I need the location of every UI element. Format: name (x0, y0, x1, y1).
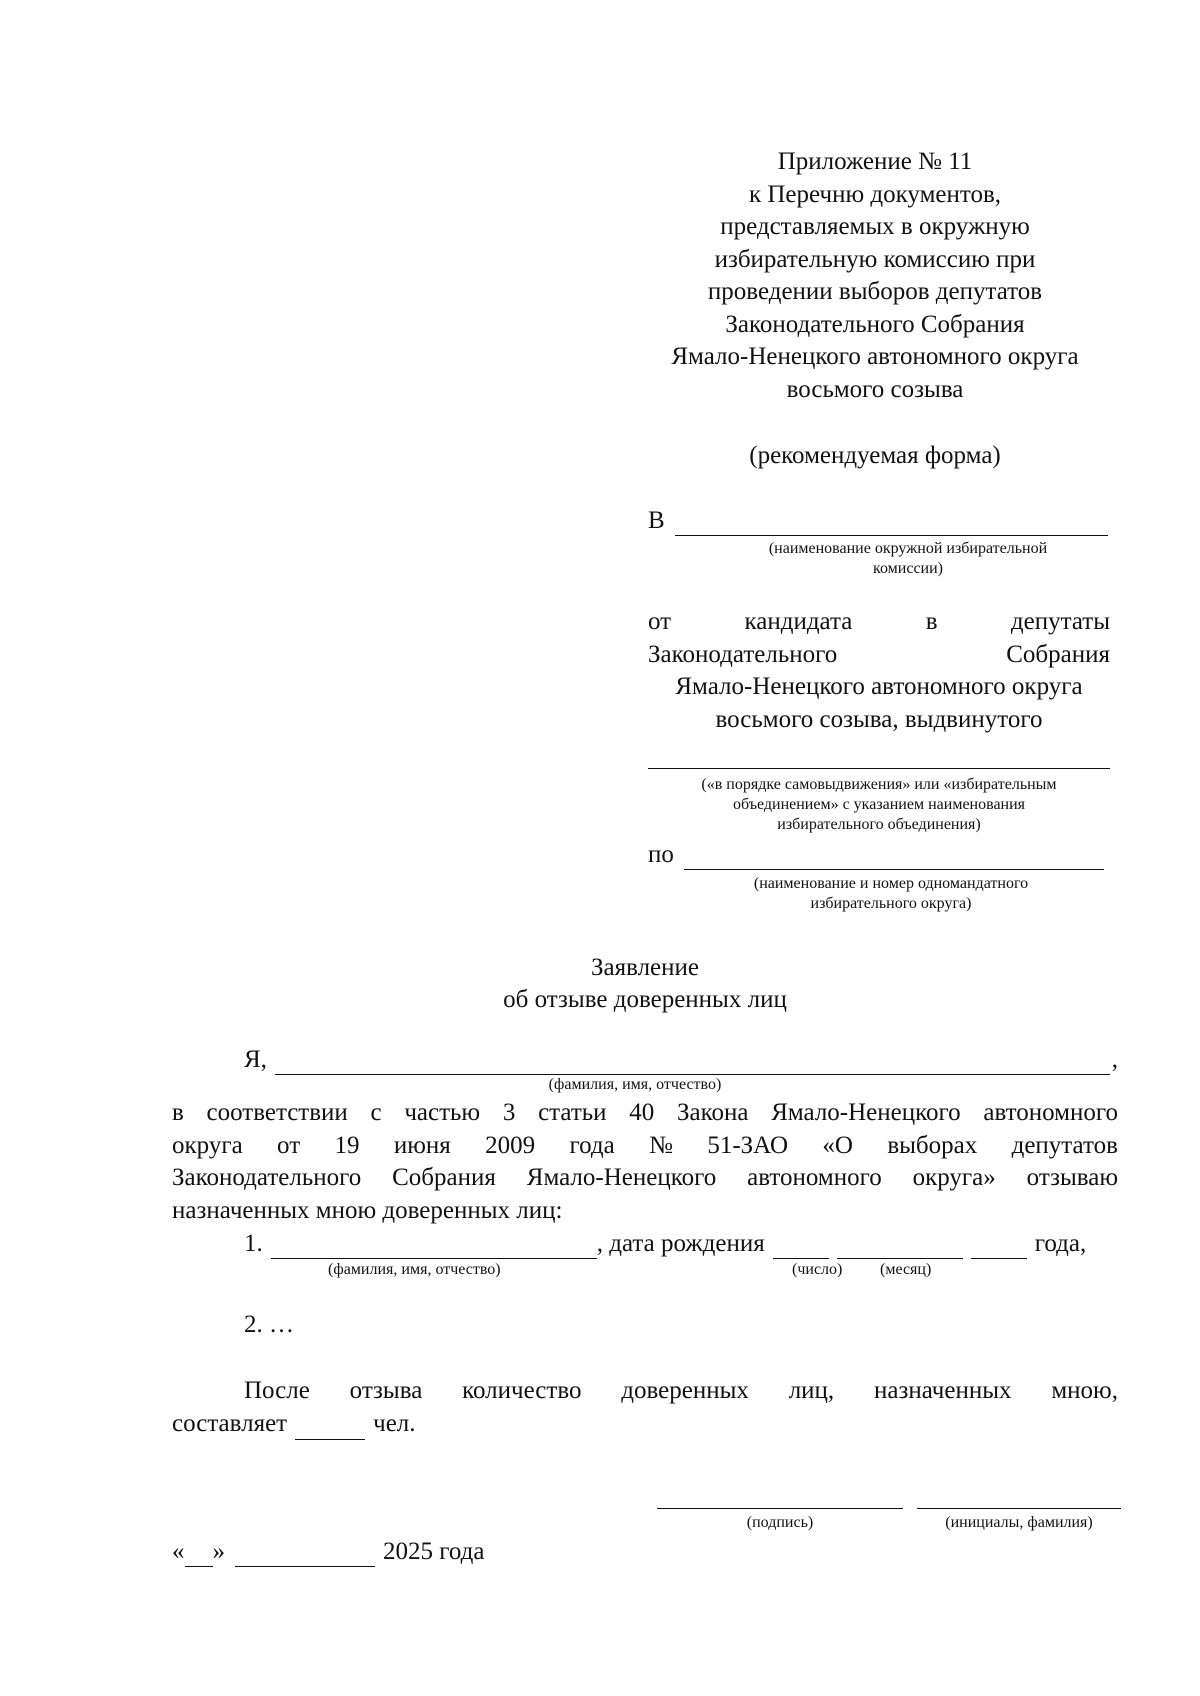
word: отзыва (349, 1377, 423, 1404)
word: соответствии (206, 1099, 348, 1126)
year-label: года, (1034, 1230, 1087, 1257)
word: доверенных (621, 1377, 749, 1404)
from-line-2 (648, 639, 1110, 672)
word: июня (393, 1131, 451, 1159)
item-number: 1. (244, 1230, 263, 1257)
paragraph-line (172, 1408, 1118, 1441)
caption-day: (число) (792, 1261, 843, 1278)
word: года (569, 1131, 615, 1159)
caption-month: (месяц) (880, 1261, 932, 1278)
appendix-line: Приложение № 11 (777, 148, 973, 175)
form-note: (рекомендуемая форма) (749, 442, 1001, 469)
quote-open: « (172, 1538, 185, 1565)
paragraph-line (172, 1130, 1118, 1163)
word: в (172, 1099, 184, 1126)
caption-line: (наименование окружной избирательной (768, 540, 1048, 557)
word: выборах (887, 1131, 978, 1159)
word: 51-ЗАО (707, 1131, 789, 1159)
comma: , (1111, 1046, 1118, 1073)
from-line-4: восьмого созыва, выдвинутого (715, 705, 1043, 733)
appendix-line: восьмого созыва (786, 375, 964, 403)
commission-name-field[interactable] (675, 509, 1108, 536)
nomination-field[interactable] (648, 768, 1110, 769)
initials-caption: (инициалы, фамилия) (945, 1514, 1093, 1531)
caption-line: («в порядке самовыдвижения» или «избирательным (701, 776, 1057, 793)
okrug-name-field[interactable] (684, 843, 1104, 870)
word: «О (822, 1131, 853, 1159)
word: Собрания (392, 1164, 496, 1191)
count-field[interactable] (295, 1413, 365, 1440)
title-line: об отзыве доверенных лиц (503, 986, 787, 1013)
addressee-prefix: В (648, 507, 665, 534)
word: № (649, 1131, 673, 1159)
word: 2009 (485, 1131, 536, 1159)
word: 19 (334, 1131, 360, 1159)
appendix-line: представляемых в окружную (720, 213, 1030, 240)
paragraph-line (172, 1375, 1118, 1408)
declarant-caption: (фамилия, имя, отчество) (548, 1076, 722, 1093)
okrug-prefix: по (648, 841, 674, 868)
paragraph-line: назначенных мною доверенных лиц: (172, 1196, 563, 1224)
word: депутатов (1011, 1131, 1118, 1159)
word: округа (172, 1131, 243, 1159)
trustee-name-field[interactable] (271, 1232, 597, 1259)
trustee-item-captions (172, 1259, 1118, 1283)
caption-line: объединением» с указанием наименования (732, 796, 1026, 813)
document-title (0, 952, 1200, 1016)
word: отзываю (1026, 1164, 1118, 1191)
birth-month-field[interactable] (837, 1232, 963, 1259)
caption-name: (фамилия, имя, отчество) (328, 1261, 501, 1278)
caption-line: (наименование и номер одномандатного (753, 875, 1029, 892)
from-line-3: Ямало-Ненецкого автономного округа (675, 673, 1083, 700)
caption-line: избирательного объединения) (777, 816, 981, 833)
birth-day-field[interactable] (773, 1232, 829, 1259)
appendix-line: проведении выборов депутатов (707, 278, 1043, 305)
word: в (925, 608, 938, 635)
word: статьи (538, 1099, 607, 1126)
word: с (370, 1099, 382, 1126)
word: Законодательного (648, 640, 838, 668)
word: округа» (912, 1164, 996, 1191)
word: количество (462, 1377, 582, 1404)
count-suffix: чел. (373, 1409, 416, 1437)
quote-close: » (212, 1538, 225, 1565)
word: Собрания (1006, 640, 1110, 668)
appendix-line: избирательную комиссию при (714, 245, 1036, 273)
from-candidate-block (648, 606, 1110, 736)
trustee-item-2: 2. … (244, 1311, 294, 1338)
word: Законодательного (172, 1164, 362, 1191)
word: частью (404, 1099, 481, 1126)
word: 3 (502, 1099, 516, 1126)
from-line-1 (648, 606, 1110, 639)
word: автономного (747, 1164, 882, 1191)
word: Ямало-Ненецкого (526, 1164, 717, 1191)
date-month-field[interactable] (235, 1540, 375, 1567)
paragraph-line (172, 1097, 1118, 1130)
initials-field[interactable] (917, 1508, 1121, 1509)
remaining-count-paragraph (172, 1375, 1118, 1440)
statement-body (172, 1045, 1118, 1440)
word: депутаты (1010, 608, 1110, 635)
appendix-line: Законодательного Собрания (725, 310, 1025, 338)
appendix-line: Ямало-Ненецкого автономного округа (671, 343, 1079, 370)
declarant-row (172, 1045, 1118, 1075)
okrug-block (648, 840, 1104, 914)
caption-line: избирательного округа) (810, 895, 972, 912)
birth-year-field[interactable] (971, 1232, 1027, 1259)
appendix-header (640, 146, 1110, 406)
word: автономного (983, 1099, 1118, 1126)
declarant-name-field[interactable] (275, 1048, 1110, 1075)
declarant-prefix: Я, (244, 1046, 267, 1073)
word: от (277, 1131, 301, 1159)
word: назначенных (873, 1377, 1012, 1404)
addressee-block (648, 506, 1108, 579)
okrug-caption (678, 874, 1104, 914)
signature-caption: (подпись) (746, 1514, 814, 1531)
commission-caption (708, 539, 1108, 579)
count-prefix: составляет (172, 1409, 288, 1437)
word: лиц, (788, 1377, 835, 1404)
caption-line: комиссии) (873, 560, 943, 577)
word: от (648, 608, 672, 635)
word: Закона (676, 1099, 749, 1126)
appendix-line: к Перечню документов, (748, 180, 1002, 208)
word: После (244, 1377, 310, 1404)
nomination-caption (648, 775, 1110, 835)
statement-paragraph (172, 1097, 1118, 1227)
paragraph-line (172, 1162, 1118, 1195)
word: 40 (629, 1099, 655, 1126)
word: кандидата (744, 608, 853, 635)
date-year: 2025 года (383, 1538, 485, 1565)
date-day-field[interactable] (185, 1540, 213, 1567)
word: Ямало-Ненецкого (771, 1099, 961, 1126)
date-row (172, 1537, 484, 1567)
birth-label: , дата рождения (596, 1230, 765, 1257)
word: мною, (1051, 1377, 1118, 1404)
trustee-item-1 (172, 1229, 1118, 1259)
title-line: Заявление (590, 954, 700, 981)
signature-field[interactable] (657, 1508, 903, 1509)
